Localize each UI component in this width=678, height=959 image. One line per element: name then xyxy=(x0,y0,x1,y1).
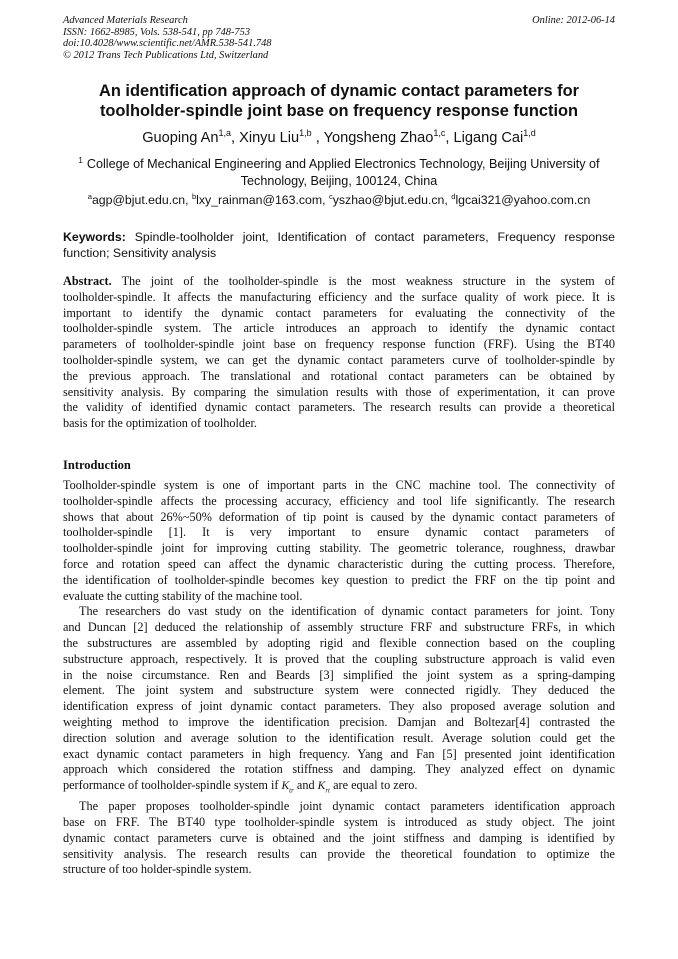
title-line: toolholder-spindle joint base on frequency response function xyxy=(99,102,579,120)
paragraph-line: exact dynamic contact parameters in high frequency. Yang and Fan [5] presented joint identification xyxy=(63,746,615,761)
abstract-line: basis for the optimization of toolholder. xyxy=(63,416,257,431)
author-affil-mark: 1,d xyxy=(523,128,536,138)
paragraph-line: toolholder-spindle joint for improving cutting stability. The geometric tolerance, roughness, drawbar xyxy=(63,541,615,556)
email-address[interactable]: lxy_rainman@163.com, xyxy=(196,193,329,207)
paragraph-text: performance of toolholder-spindle system if xyxy=(63,778,282,793)
paragraph xyxy=(63,604,615,799)
email-list xyxy=(63,193,615,208)
journal-header xyxy=(63,15,615,61)
author-name: Xinyu Liu xyxy=(239,130,300,146)
abstract-line: the validity of identified dynamic contact parameters. The research results can provide a theoretical xyxy=(63,400,615,415)
issn-line: ISSN: 1662-8985, Vols. 538-541, pp 748-753 xyxy=(63,26,251,38)
paragraph-line: identification express of joint dynamic contact parameters. They also proposed average solution and xyxy=(63,699,615,714)
author-affil-mark: 1,c xyxy=(433,128,446,138)
paragraph-text: and xyxy=(293,778,318,793)
abstract-line: important to identify the dynamic contact parameters for evaluating the connectivity of the xyxy=(63,305,615,320)
paragraph-line: element. The joint system and substructure system were connected rigidly. They deduced the xyxy=(63,683,615,698)
abstract xyxy=(63,274,615,432)
email-mark: b xyxy=(191,192,197,201)
author-name: Guoping An xyxy=(142,130,219,146)
email-mark: a xyxy=(87,192,92,201)
paragraph-line: toolholder-spindle affects the processing accuracy, efficiency and tool life significantly. The research xyxy=(63,493,615,508)
keywords-text: Spindle-toolholder joint, Identification of contact parameters, Frequency response function; Sensitivity analysis xyxy=(63,230,615,260)
introduction-body xyxy=(63,478,615,878)
paragraph-line: weighting method to improve the identification precision. Damjan and Boltezar[4] contrasted the xyxy=(63,714,615,729)
symbol-k-tr xyxy=(281,780,294,795)
paragraph-line: approach which considered the rotation stiffness and damping. They analyzed effect on dynamic xyxy=(63,762,615,777)
symbol-subscript: rt xyxy=(325,786,330,795)
abstract-line: the previous approach. The translational and rotational contact parameters can be obtained by xyxy=(63,368,615,383)
affiliation-line: College of Mechanical Engineering and Applied Electronics Technology, Beijing University of xyxy=(86,157,600,171)
paragraph-line: sensitivity analysis. The research results can provide the theoretical foundation to optimize the xyxy=(63,846,615,861)
paragraph-line: and Duncan [2] deduced the relationship of assembly structure FRF and substructure FRFs, in which xyxy=(63,620,615,635)
paragraph xyxy=(63,478,615,604)
affiliation-line: Technology, Beijing, 100124, China xyxy=(240,173,438,188)
paragraph-text: are equal to zero. xyxy=(330,778,418,793)
paragraph-line: evaluate the cutting stability of the machine tool. xyxy=(63,588,303,603)
author-separator: , xyxy=(230,130,240,146)
paragraph-line xyxy=(63,778,615,799)
paragraph-line: dynamic contact parameters curve is obtained and the joint stiffness and damping is identified by xyxy=(63,830,615,845)
section-heading-introduction: Introduction xyxy=(63,458,131,472)
paragraph-line: direction solution and average solution to the identification result. Average solution could get the xyxy=(63,730,615,745)
abstract-line: sensitivity analysis. By comparing the simulation results with those of experimentation, it can prove xyxy=(63,384,615,399)
author-list xyxy=(63,129,615,147)
paragraph-line: The researchers do vast study on the identification of dynamic contact parameters for joint. Tony xyxy=(79,604,615,619)
paragraph-line: structure of too holder-spindle system. xyxy=(63,862,252,877)
paragraph-line: shows that about 26%~50% deformation of tip point is caused by the dynamic contact parameters of xyxy=(63,509,615,524)
doi-line: doi:10.4028/www.scientific.net/AMR.538-541.748 xyxy=(63,38,272,50)
copyright-line: © 2012 Trans Tech Publications Ltd, Switzerland xyxy=(63,49,269,61)
author-affil-mark: 1,b xyxy=(299,128,312,138)
email-address[interactable]: agp@bjut.edu.cn, xyxy=(91,193,192,207)
paragraph-line: in the noise circumstance. Ren and Beards [3] simplified the joint system as a spring-damping xyxy=(63,667,615,682)
author-name: Ligang Cai xyxy=(453,130,524,146)
affiliation xyxy=(63,156,615,189)
author-name: Yongsheng Zhao xyxy=(323,130,434,146)
affiliation-mark: 1 xyxy=(78,156,83,165)
symbol-letter: K xyxy=(281,780,290,793)
journal-name: Advanced Materials Research xyxy=(63,15,188,26)
symbol-subscript: tr xyxy=(289,786,294,795)
paragraph-line: toolholder-spindle [1]. It is very important to ensure dynamic contact parameters of xyxy=(63,525,615,540)
paragraph-line: The paper proposes toolholder-spindle joint dynamic contact parameters identification approach xyxy=(79,799,615,814)
paragraph-line: the substructures are assembled by adopting rigid and flexible connection based on the coupling xyxy=(63,635,615,650)
paragraph-line: Toolholder-spindle system is one of important parts in the CNC machine tool. The connectivity of xyxy=(63,478,615,492)
paragraph xyxy=(63,799,615,878)
paragraph-line: substructure approach, respectively. It is proved that the coupling substructure approach is valid even xyxy=(63,651,615,666)
paragraph-line: the identification of toolholder-spindle becomes key question to predict the FRF on the tip point and xyxy=(63,572,615,587)
email-address[interactable]: lgcai321@yahoo.com.cn xyxy=(455,193,591,207)
abstract-label: Abstract. xyxy=(63,274,112,288)
symbol-k-rt xyxy=(317,780,330,795)
email-mark: c xyxy=(328,192,333,201)
email-address[interactable]: yszhao@bjut.edu.cn, xyxy=(332,193,452,207)
abstract-line-first xyxy=(63,274,615,290)
symbol-letter: K xyxy=(317,780,326,793)
paragraph-line: force and rotation speed can affect the dynamic characteristic during the cutting process. Therefore, xyxy=(63,556,615,571)
paper-title xyxy=(63,81,615,121)
keywords xyxy=(63,229,615,261)
abstract-line: parameters of toolholder-spindle joint base on frequency response function (FRF). Using the BT40 xyxy=(63,337,615,352)
author-separator: , xyxy=(311,130,324,146)
email-mark: d xyxy=(451,192,456,201)
title-line: An identification approach of dynamic contact parameters for xyxy=(99,82,579,100)
abstract-line: toolholder-spindle system. The article introduces an approach to identify the dynamic contact xyxy=(63,321,615,336)
abstract-text: The joint of the toolholder-spindle is the most weakness structure in the system of xyxy=(121,274,616,288)
abstract-line: toolholder-spindle. It affects the manufacturing efficiency and the surface quality of work piece. It is xyxy=(63,289,615,304)
abstract-line: toolholder-spindle system, we can get the dynamic contact parameters curve of toolholder-spindle by xyxy=(63,352,615,367)
online-date: Online: 2012-06-14 xyxy=(532,15,615,26)
keywords-label: Keywords: xyxy=(63,230,126,244)
paragraph-line: base on FRF. The BT40 type toolholder-spindle system is introduced as study object. The joint xyxy=(63,815,615,830)
author-affil-mark: 1,a xyxy=(218,128,231,138)
author-separator: , xyxy=(445,130,454,146)
